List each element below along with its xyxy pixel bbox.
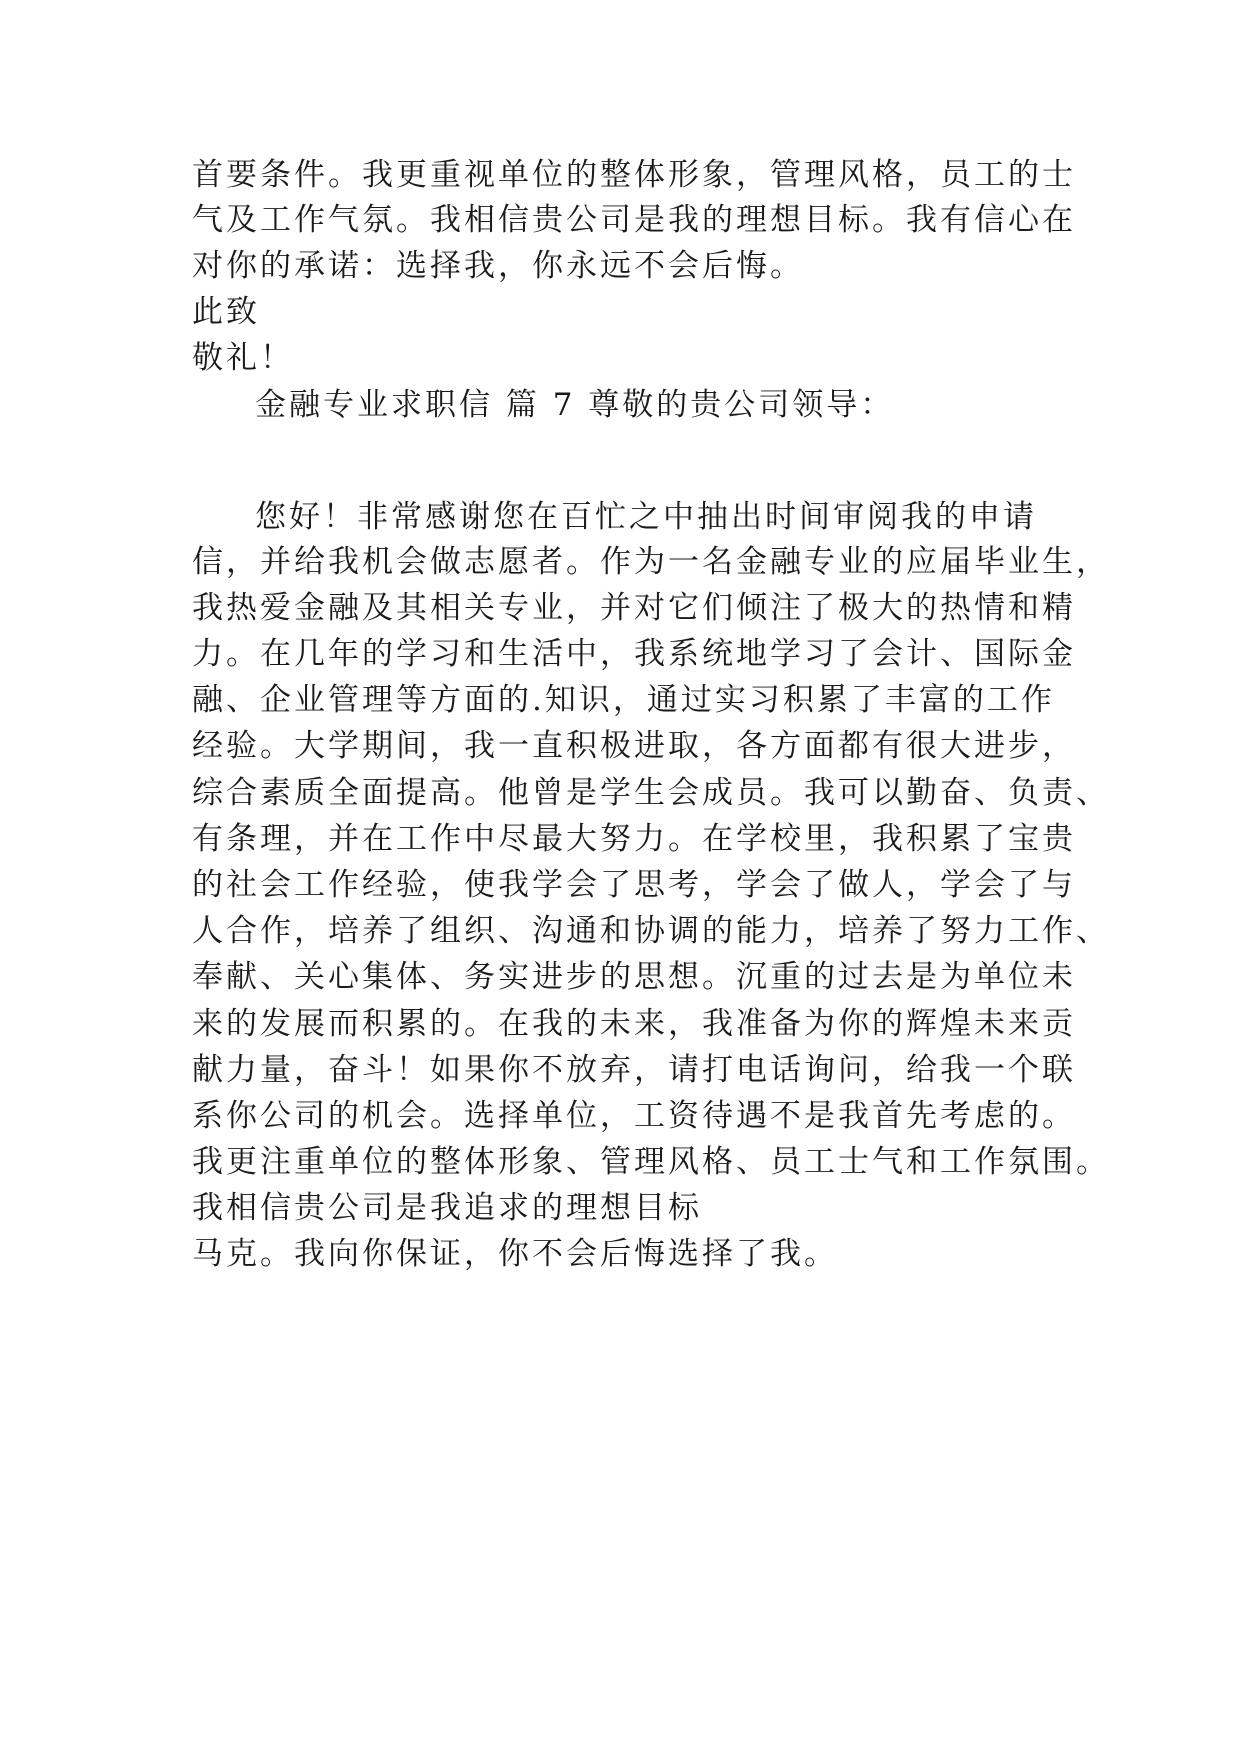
text-line: 您好！非常感谢您在百忙之中抽出时间审阅我的申请 <box>255 499 1037 535</box>
text-line: 人合作，培养了组织、沟通和协调的能力，培养了努力工作、 <box>192 913 1110 949</box>
text-line: 力。在几年的学习和生活中，我系统地学习了会计、国际金 <box>192 636 1076 672</box>
text-line: 气及工作气氛。我相信贵公司是我的理想目标。我有信心在 <box>192 202 1076 238</box>
text-line: 我热爱金融及其相关专业，并对它们倾注了极大的热情和精 <box>192 590 1076 626</box>
text-line: 献力量，奋斗！如果你不放弃，请打电话询问，给我一个联 <box>192 1052 1076 1088</box>
salutation-line: 敬礼！ <box>192 340 294 376</box>
text-line: 奉献、关心集体、务实进步的思想。沉重的过去是为单位未 <box>192 959 1076 995</box>
text-line: 我更注重单位的整体形象、管理风格、员工士气和工作氛围。 <box>192 1144 1110 1180</box>
text-line: 经验。大学期间，我一直积极进取，各方面都有很大进步， <box>192 728 1076 764</box>
text-line: 对你的承诺：选择我，你永远不会后悔。 <box>192 248 804 284</box>
text-line: 融、企业管理等方面的.知识，通过实习积累了丰富的工作 <box>192 682 1055 718</box>
text-line: 首要条件。我更重视单位的整体形象，管理风格，员工的士 <box>192 157 1076 193</box>
text-line: 的社会工作经验，使我学会了思考，学会了做人，学会了与 <box>192 867 1076 903</box>
closing-line: 此致 <box>192 294 260 330</box>
text-line: 综合素质全面提高。他曾是学生会成员。我可以勤奋、负责、 <box>192 775 1110 811</box>
section-heading: 金融专业求职信 篇 7 尊敬的贵公司领导： <box>255 387 895 423</box>
text-line: 信，并给我机会做志愿者。作为一名金融专业的应届毕业生， <box>192 544 1110 580</box>
text-line: 马克。我向你保证，你不会后悔选择了我。 <box>192 1236 838 1272</box>
text-line: 有条理，并在工作中尽最大努力。在学校里，我积累了宝贵 <box>192 821 1076 857</box>
text-line: 系你公司的机会。选择单位，工资待遇不是我首先考虑的。 <box>192 1098 1076 1134</box>
text-line: 我相信贵公司是我追求的理想目标 <box>192 1190 702 1226</box>
text-line: 来的发展而积累的。在我的未来，我准备为你的辉煌未来贡 <box>192 1006 1076 1042</box>
